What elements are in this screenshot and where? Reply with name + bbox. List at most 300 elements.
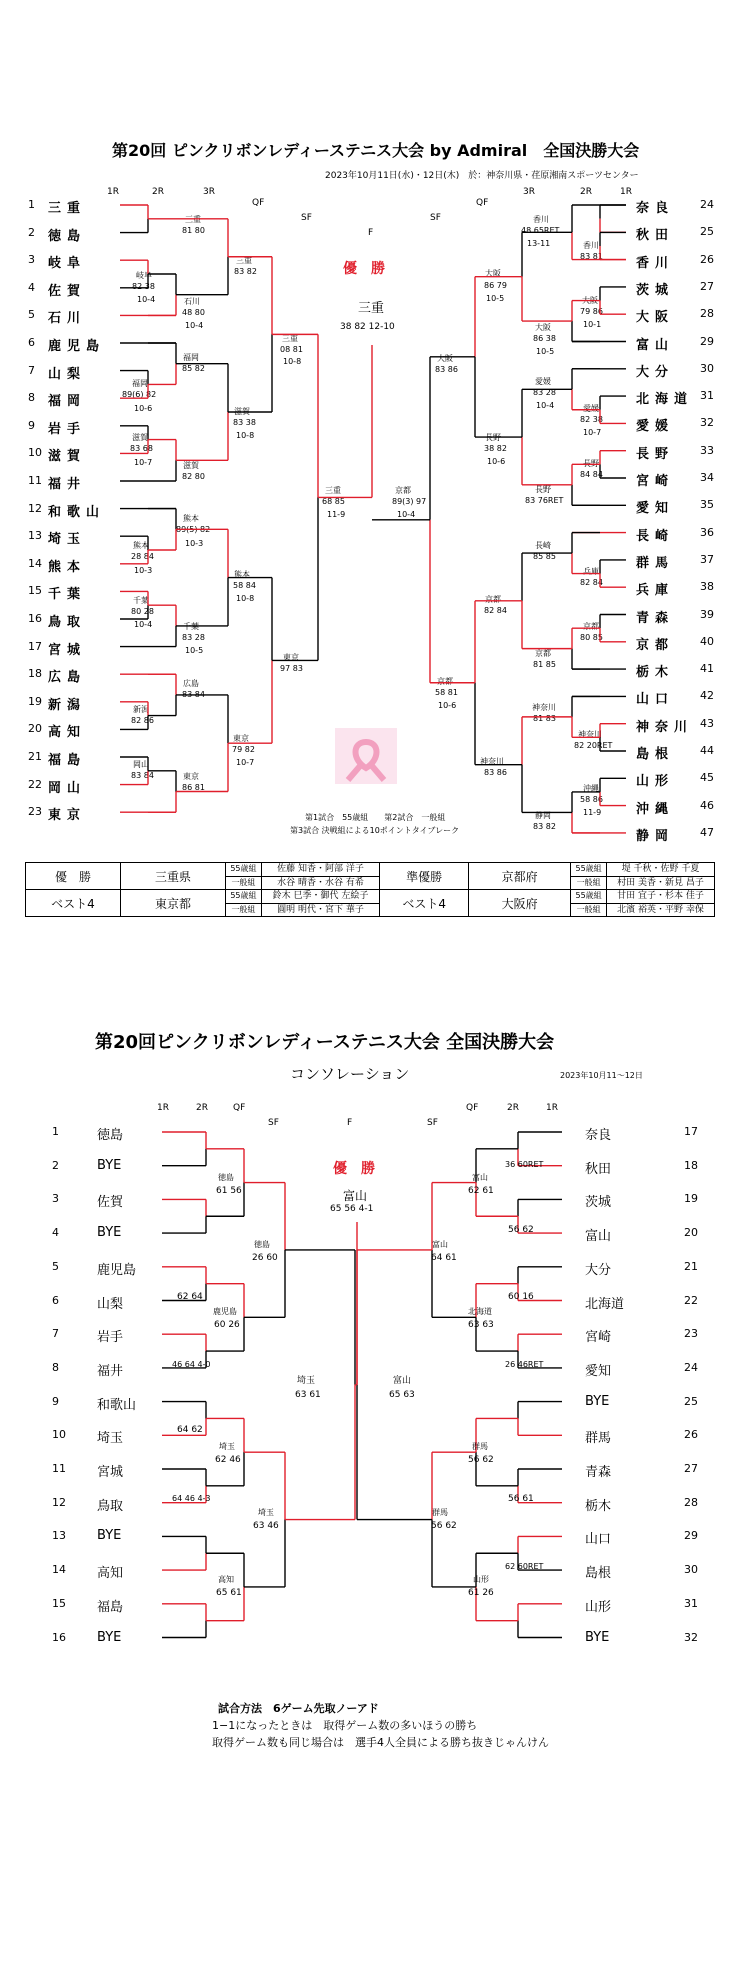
result-score: 79 86 (580, 307, 603, 316)
player-name: 宮崎 (585, 1330, 612, 1346)
player-name: 静岡 (636, 828, 675, 844)
player-number: 20 (28, 722, 42, 736)
result-winner: 北海道 (468, 1307, 492, 1316)
player-number: 34 (700, 471, 714, 484)
player-number: 22 (28, 777, 42, 791)
round-label: QF (233, 1103, 246, 1113)
player-name: 滋賀 (48, 449, 87, 465)
result-score: 82 38 (580, 415, 603, 424)
result-winner: 香川 (583, 241, 599, 250)
match-note: 第3試合 決戦組による10ポイントタイブレーク (290, 826, 460, 835)
result-winner: 福岡 (183, 353, 199, 362)
player-number: 33 (700, 443, 714, 457)
summary-age-group: 55歳組 (226, 890, 262, 904)
player-number: 12 (52, 1495, 66, 1509)
player-number: 5 (28, 308, 35, 322)
result-score: 86 38 (533, 334, 556, 343)
result-winner: 福岡 (132, 379, 148, 388)
player-number: 13 (52, 1529, 66, 1543)
result-score: 86 81 (182, 783, 205, 792)
player-name: 島根 (585, 1566, 612, 1582)
result-winner: 静岡 (535, 811, 551, 820)
player-number: 17 (684, 1125, 698, 1138)
result-winner: 大阪 (535, 323, 551, 332)
player-name: 島根 (636, 747, 675, 762)
result-winner: 長野 (583, 459, 599, 468)
player-number: 18 (28, 667, 42, 681)
champion-name: 三重 (358, 301, 385, 316)
result-score: 26 60 (252, 1253, 278, 1263)
result-winner: 神奈川 (532, 703, 556, 712)
result-score: 62 60RET (505, 1562, 544, 1571)
player-name: 大分 (585, 1262, 612, 1278)
result-tiebreak: 10-4 (134, 620, 153, 629)
rules-line: 1−1になったときは 取得ゲーム数の多いほうの勝ち (212, 1719, 478, 1732)
round-label: 2R (507, 1103, 519, 1113)
result-score: 81 83 (533, 714, 556, 723)
result-score: 60 16 (508, 1292, 534, 1302)
main-date-venue: 2023年10月11日(水)・12日(木) 於：神奈川県・荏原湘南スポーツセンター (325, 171, 639, 181)
player-name: BYE (97, 1157, 122, 1173)
player-number: 11 (52, 1462, 66, 1475)
result-tiebreak: 10-3 (185, 539, 204, 548)
result-score: 83 28 (533, 388, 556, 397)
result-tiebreak: 10-6 (438, 701, 457, 710)
player-number: 17 (28, 639, 42, 653)
result-winner: 愛媛 (583, 404, 599, 413)
rules-line: 取得ゲーム数も同じ場合は 選手4人全員による勝ち抜きじゃんけん (212, 1736, 549, 1749)
round-label: 1R (107, 187, 119, 197)
result-winner: 千葉 (183, 622, 199, 631)
round-label: QF (466, 1103, 479, 1113)
player-number: 40 (700, 634, 714, 648)
player-number: 20 (684, 1226, 698, 1240)
player-number: 2 (52, 1158, 59, 1172)
result-score: 83 86 (435, 365, 458, 374)
round-label: 1R (620, 187, 632, 197)
result-score: 83 38 (233, 418, 256, 427)
result-winner: 新潟 (133, 705, 149, 714)
result-score: 65 61 (216, 1588, 242, 1598)
player-name: BYE (97, 1225, 122, 1241)
player-name: 北海道 (636, 392, 694, 408)
player-number: 19 (684, 1192, 698, 1206)
round-label: 2R (152, 187, 164, 197)
player-name: 山口 (636, 692, 675, 708)
player-number: 16 (28, 612, 42, 625)
result-score: 80 85 (580, 633, 603, 642)
champion-score: 38 82 12-10 (340, 322, 395, 332)
player-number: 3 (52, 1192, 59, 1206)
result-score: 83 86 (484, 768, 507, 777)
player-number: 19 (28, 694, 42, 708)
summary-label: ベスト4 (26, 890, 121, 917)
player-number: 25 (700, 225, 714, 239)
result-score: 58 86 (580, 795, 603, 804)
player-name: 鹿児島 (97, 1262, 137, 1278)
result-winner: 大阪 (485, 269, 501, 278)
player-number: 31 (700, 389, 714, 403)
player-number: 9 (28, 418, 35, 432)
summary-label: 優 勝 (26, 863, 121, 890)
player-name: 広島 (48, 670, 87, 686)
summary-label: 準優勝 (380, 863, 469, 890)
player-number: 22 (684, 1293, 698, 1307)
player-name: 青森 (636, 610, 675, 626)
result-score: 83 82 (533, 822, 556, 831)
result-score: 82 86 (131, 716, 154, 725)
result-winner: 愛媛 (535, 377, 551, 386)
player-name: 宮崎 (636, 474, 675, 489)
result-winner: 神奈川 (480, 757, 504, 766)
player-number: 10 (52, 1428, 66, 1442)
player-number: 7 (28, 363, 35, 377)
result-winner: 熊本 (234, 570, 250, 579)
player-name: 岐阜 (48, 256, 87, 272)
result-score: 80 28 (131, 607, 154, 616)
result-winner: 香川 (533, 215, 549, 224)
result-winner: 長野 (485, 433, 501, 442)
player-number: 39 (700, 607, 714, 621)
player-name: 埼玉 (97, 1431, 124, 1447)
player-name: 山形 (636, 774, 675, 790)
round-label: 3R (523, 187, 535, 197)
player-name: 鳥取 (48, 615, 87, 630)
result-tiebreak: 10-8 (236, 594, 255, 603)
result-winner: 京都 (583, 622, 599, 631)
result-score: 38 82 (484, 444, 507, 453)
player-name: 徳島 (97, 1128, 124, 1143)
player-name: 茨城 (585, 1195, 612, 1211)
result-tiebreak: 10-3 (134, 566, 153, 575)
player-name: 栃木 (585, 1498, 612, 1514)
player-number: 46 (700, 798, 714, 812)
player-name: 埼玉 (48, 532, 87, 548)
player-number: 24 (700, 198, 714, 211)
result-tiebreak: 10-6 (134, 404, 153, 413)
round-label: 1R (546, 1103, 558, 1113)
result-score: 56 62 (431, 1521, 457, 1531)
result-winner: 京都 (485, 595, 501, 604)
player-number: 8 (52, 1360, 59, 1374)
summary-players: 水谷 晴香・水谷 有希 (261, 876, 379, 890)
player-number: 4 (28, 280, 35, 294)
result-winner: 長崎 (535, 541, 551, 550)
result-score: 82 38 (132, 282, 155, 291)
player-number: 28 (700, 307, 714, 321)
player-name: 和歌山 (48, 504, 106, 520)
player-name: 山梨 (48, 366, 87, 382)
result-score: 83 84 (182, 690, 205, 699)
player-name: 奈良 (585, 1128, 612, 1143)
result-winner: 神奈川 (578, 730, 602, 739)
summary-players: 佐藤 知香・阿部 洋子 (261, 863, 379, 877)
result-winner: 高知 (218, 1575, 234, 1584)
player-number: 3 (28, 253, 35, 267)
result-score: 58 84 (233, 581, 256, 590)
result-score: 81 80 (182, 226, 205, 235)
result-score: 62 46 (215, 1455, 241, 1465)
player-number: 32 (684, 1630, 698, 1644)
rules-title: 試合方法 6ゲーム先取ノーアド (218, 1702, 379, 1715)
result-winner: 徳島 (254, 1240, 270, 1249)
result-score: 85 85 (533, 552, 556, 561)
player-number: 44 (700, 744, 714, 757)
result-winner: 岡山 (133, 760, 149, 769)
player-name: 和歌山 (97, 1397, 137, 1413)
result-tiebreak: 10-5 (185, 646, 204, 655)
player-name: 徳島 (48, 228, 87, 244)
player-number: 16 (52, 1630, 66, 1644)
summary-team: 大阪府 (469, 890, 571, 917)
result-winner: 群馬 (472, 1442, 488, 1451)
result-score: 83 76RET (525, 496, 564, 505)
result-score: 28 84 (131, 552, 154, 561)
result-summary-table (25, 862, 715, 917)
player-number: 41 (700, 662, 714, 676)
player-name: BYE (585, 1393, 610, 1409)
player-name: 秋田 (585, 1161, 612, 1177)
result-winner: 三重 (236, 256, 252, 265)
player-name: 佐賀 (48, 283, 87, 299)
player-number: 21 (684, 1259, 698, 1273)
result-score: 58 81 (435, 688, 458, 697)
result-score: 84 84 (580, 470, 603, 479)
player-name: 兵庫 (636, 583, 675, 599)
player-number: 29 (684, 1529, 698, 1543)
player-number: 38 (700, 580, 714, 594)
result-tiebreak: 11-9 (583, 808, 602, 817)
player-name: 長野 (636, 446, 675, 462)
player-number: 11 (28, 474, 42, 487)
player-name: 神奈川 (636, 719, 694, 735)
result-score: 60 26 (214, 1320, 240, 1330)
player-name: 高知 (48, 725, 87, 741)
round-label: F (368, 228, 374, 238)
result-winner: 広島 (183, 679, 199, 688)
round-label: SF (430, 213, 441, 223)
result-tiebreak: 10-6 (487, 457, 506, 466)
player-name: 栃木 (636, 665, 675, 681)
player-name: 茨城 (636, 282, 675, 298)
result-winner: 大阪 (582, 296, 598, 305)
result-winner: 大阪 (437, 354, 453, 363)
summary-age-group: 一般組 (226, 876, 262, 890)
player-number: 8 (28, 391, 35, 405)
result-tiebreak: 10-8 (283, 357, 302, 366)
result-score: 62 61 (468, 1186, 494, 1196)
round-label: 2R (196, 1103, 208, 1113)
player-name: 山形 (585, 1599, 612, 1615)
result-winner: 滋賀 (132, 433, 148, 442)
result-winner: 熊本 (183, 514, 199, 523)
result-score: 85 82 (182, 364, 205, 373)
result-score: 63 61 (295, 1390, 321, 1400)
pink-ribbon-icon (335, 728, 397, 784)
player-name: 山口 (585, 1532, 612, 1548)
consolation-date: 2023年10月11〜12日 (560, 1071, 643, 1080)
player-number: 23 (684, 1327, 698, 1341)
result-winner: 滋賀 (234, 407, 250, 416)
summary-team: 京都府 (469, 863, 571, 890)
player-name: 青森 (585, 1465, 612, 1480)
player-name: 福島 (48, 753, 87, 768)
result-score: 82 80 (182, 472, 205, 481)
player-number: 10 (28, 446, 42, 460)
summary-age-group: 一般組 (571, 903, 607, 917)
player-name: BYE (97, 1629, 122, 1645)
player-number: 1 (52, 1125, 59, 1138)
result-winner: 石川 (184, 297, 200, 306)
player-name: 北海道 (585, 1296, 625, 1312)
player-name: 秋田 (636, 228, 675, 244)
result-score: 36 60RET (505, 1160, 544, 1169)
player-number: 29 (700, 334, 714, 348)
player-name: 東京 (48, 808, 87, 824)
player-name: 石川 (48, 311, 87, 327)
player-name: 京都 (636, 637, 675, 653)
consolation-title: 第20回ピンクリボンレディーステニス大会 全国決勝大会 (95, 1032, 555, 1053)
player-number: 32 (700, 416, 714, 430)
result-score: 83 82 (234, 267, 257, 276)
result-winner: 東京 (283, 653, 299, 662)
player-name: 大分 (636, 364, 675, 380)
result-score: 64 62 (177, 1425, 203, 1435)
match-note: 第1試合 55歳組 第2試合 一般組 (305, 813, 446, 822)
round-label: SF (268, 1118, 279, 1128)
player-name: 奈良 (636, 201, 675, 216)
result-winner: 群馬 (432, 1508, 448, 1517)
result-score: 48 80 (182, 308, 205, 317)
result-winner: 埼玉 (297, 1376, 316, 1386)
summary-age-group: 55歳組 (571, 863, 607, 877)
result-winner: 三重 (325, 486, 341, 495)
round-label: QF (476, 198, 489, 208)
player-name: 鳥取 (97, 1498, 124, 1514)
round-label: SF (301, 213, 312, 223)
result-score: 68 85 (322, 497, 345, 506)
result-winner: 山形 (473, 1575, 489, 1584)
player-number: 25 (684, 1394, 698, 1408)
consolation-champion-name: 富山 (343, 1189, 368, 1203)
player-number: 26 (700, 252, 714, 266)
player-number: 37 (700, 552, 714, 566)
result-score: 83 68 (130, 444, 153, 453)
result-score: 82 20RET (574, 741, 613, 750)
result-tiebreak: 10-4 (137, 295, 156, 304)
player-number: 21 (28, 750, 42, 763)
player-name: 宮城 (48, 642, 87, 658)
round-label: QF (252, 198, 265, 208)
player-number: 28 (684, 1495, 698, 1509)
player-number: 5 (52, 1259, 59, 1273)
result-winner: 鹿児島 (213, 1307, 237, 1316)
round-label: 2R (580, 187, 592, 197)
result-score: 82 84 (484, 606, 507, 615)
result-winner: 東京 (233, 734, 249, 743)
result-tiebreak: 10-5 (536, 347, 555, 356)
main-title: 第20回 ピンクリボンレディーステニス大会 by Admiral 全国決勝大会 (112, 141, 640, 160)
result-winner: 兵庫 (583, 567, 599, 576)
player-number: 15 (28, 584, 42, 598)
summary-team: 東京都 (121, 890, 226, 917)
player-name: 鹿児島 (48, 339, 106, 354)
player-number: 26 (684, 1428, 698, 1442)
result-score: 83 28 (182, 633, 205, 642)
player-name: 福岡 (48, 394, 87, 410)
result-score: 86 79 (484, 281, 507, 290)
player-number: 14 (52, 1563, 66, 1577)
round-label: 3R (203, 187, 215, 197)
player-name: 三重 (48, 201, 87, 216)
result-winner: 三重 (282, 334, 298, 343)
result-score: 83 81 (580, 252, 603, 261)
player-name: 岡山 (48, 780, 87, 796)
player-number: 43 (700, 716, 714, 730)
result-winner: 富山 (393, 1376, 412, 1386)
player-name: 富山 (585, 1229, 612, 1245)
player-name: 宮城 (97, 1465, 124, 1480)
player-number: 9 (52, 1394, 59, 1408)
result-score: 81 85 (533, 660, 556, 669)
result-tiebreak: 10-5 (486, 294, 505, 303)
result-score: 82 84 (580, 578, 603, 587)
result-score: 56 62 (508, 1225, 534, 1235)
player-name: 香川 (636, 255, 675, 271)
summary-players: 村田 美香・新見 昌子 (607, 876, 715, 890)
result-winner: 三重 (185, 215, 201, 224)
player-number: 6 (52, 1293, 59, 1307)
result-winner: 埼玉 (258, 1508, 274, 1517)
player-number: 7 (52, 1327, 59, 1341)
player-number: 15 (52, 1596, 66, 1610)
player-number: 1 (28, 198, 35, 211)
player-name: 岩手 (48, 421, 87, 437)
player-number: 45 (700, 771, 714, 785)
result-score: 65 63 (389, 1390, 415, 1400)
result-score: 56 61 (508, 1494, 534, 1504)
result-tiebreak: 10-7 (583, 428, 602, 437)
result-score: 62 64 (177, 1292, 203, 1302)
result-score: 83 84 (131, 771, 154, 780)
player-name: 高知 (97, 1566, 124, 1582)
result-score: 64 61 (431, 1253, 457, 1263)
player-number: 31 (684, 1596, 698, 1610)
player-number: 30 (684, 1563, 698, 1577)
summary-age-group: 一般組 (226, 903, 262, 917)
result-tiebreak: 10-4 (185, 321, 204, 330)
player-number: 42 (700, 689, 714, 703)
player-name: 熊本 (48, 559, 87, 575)
result-winner: 長野 (535, 485, 551, 494)
player-name: 福島 (97, 1599, 124, 1615)
player-number: 35 (700, 498, 714, 512)
result-winner: 沖縄 (583, 784, 599, 793)
player-name: 佐賀 (97, 1195, 124, 1211)
summary-age-group: 一般組 (571, 876, 607, 890)
result-tiebreak: 13-11 (527, 239, 551, 248)
player-name: 長崎 (636, 528, 675, 544)
player-name: BYE (97, 1528, 122, 1544)
player-name: BYE (585, 1629, 610, 1645)
result-tiebreak: 10-7 (134, 458, 153, 467)
result-winner: 京都 (395, 486, 411, 495)
consolation-subtitle: コンソレーション (290, 1065, 410, 1083)
result-tiebreak: 10-7 (236, 758, 255, 767)
result-score: 63 63 (468, 1320, 494, 1330)
result-winner: 京都 (437, 677, 453, 686)
result-score: 79 82 (232, 745, 255, 754)
